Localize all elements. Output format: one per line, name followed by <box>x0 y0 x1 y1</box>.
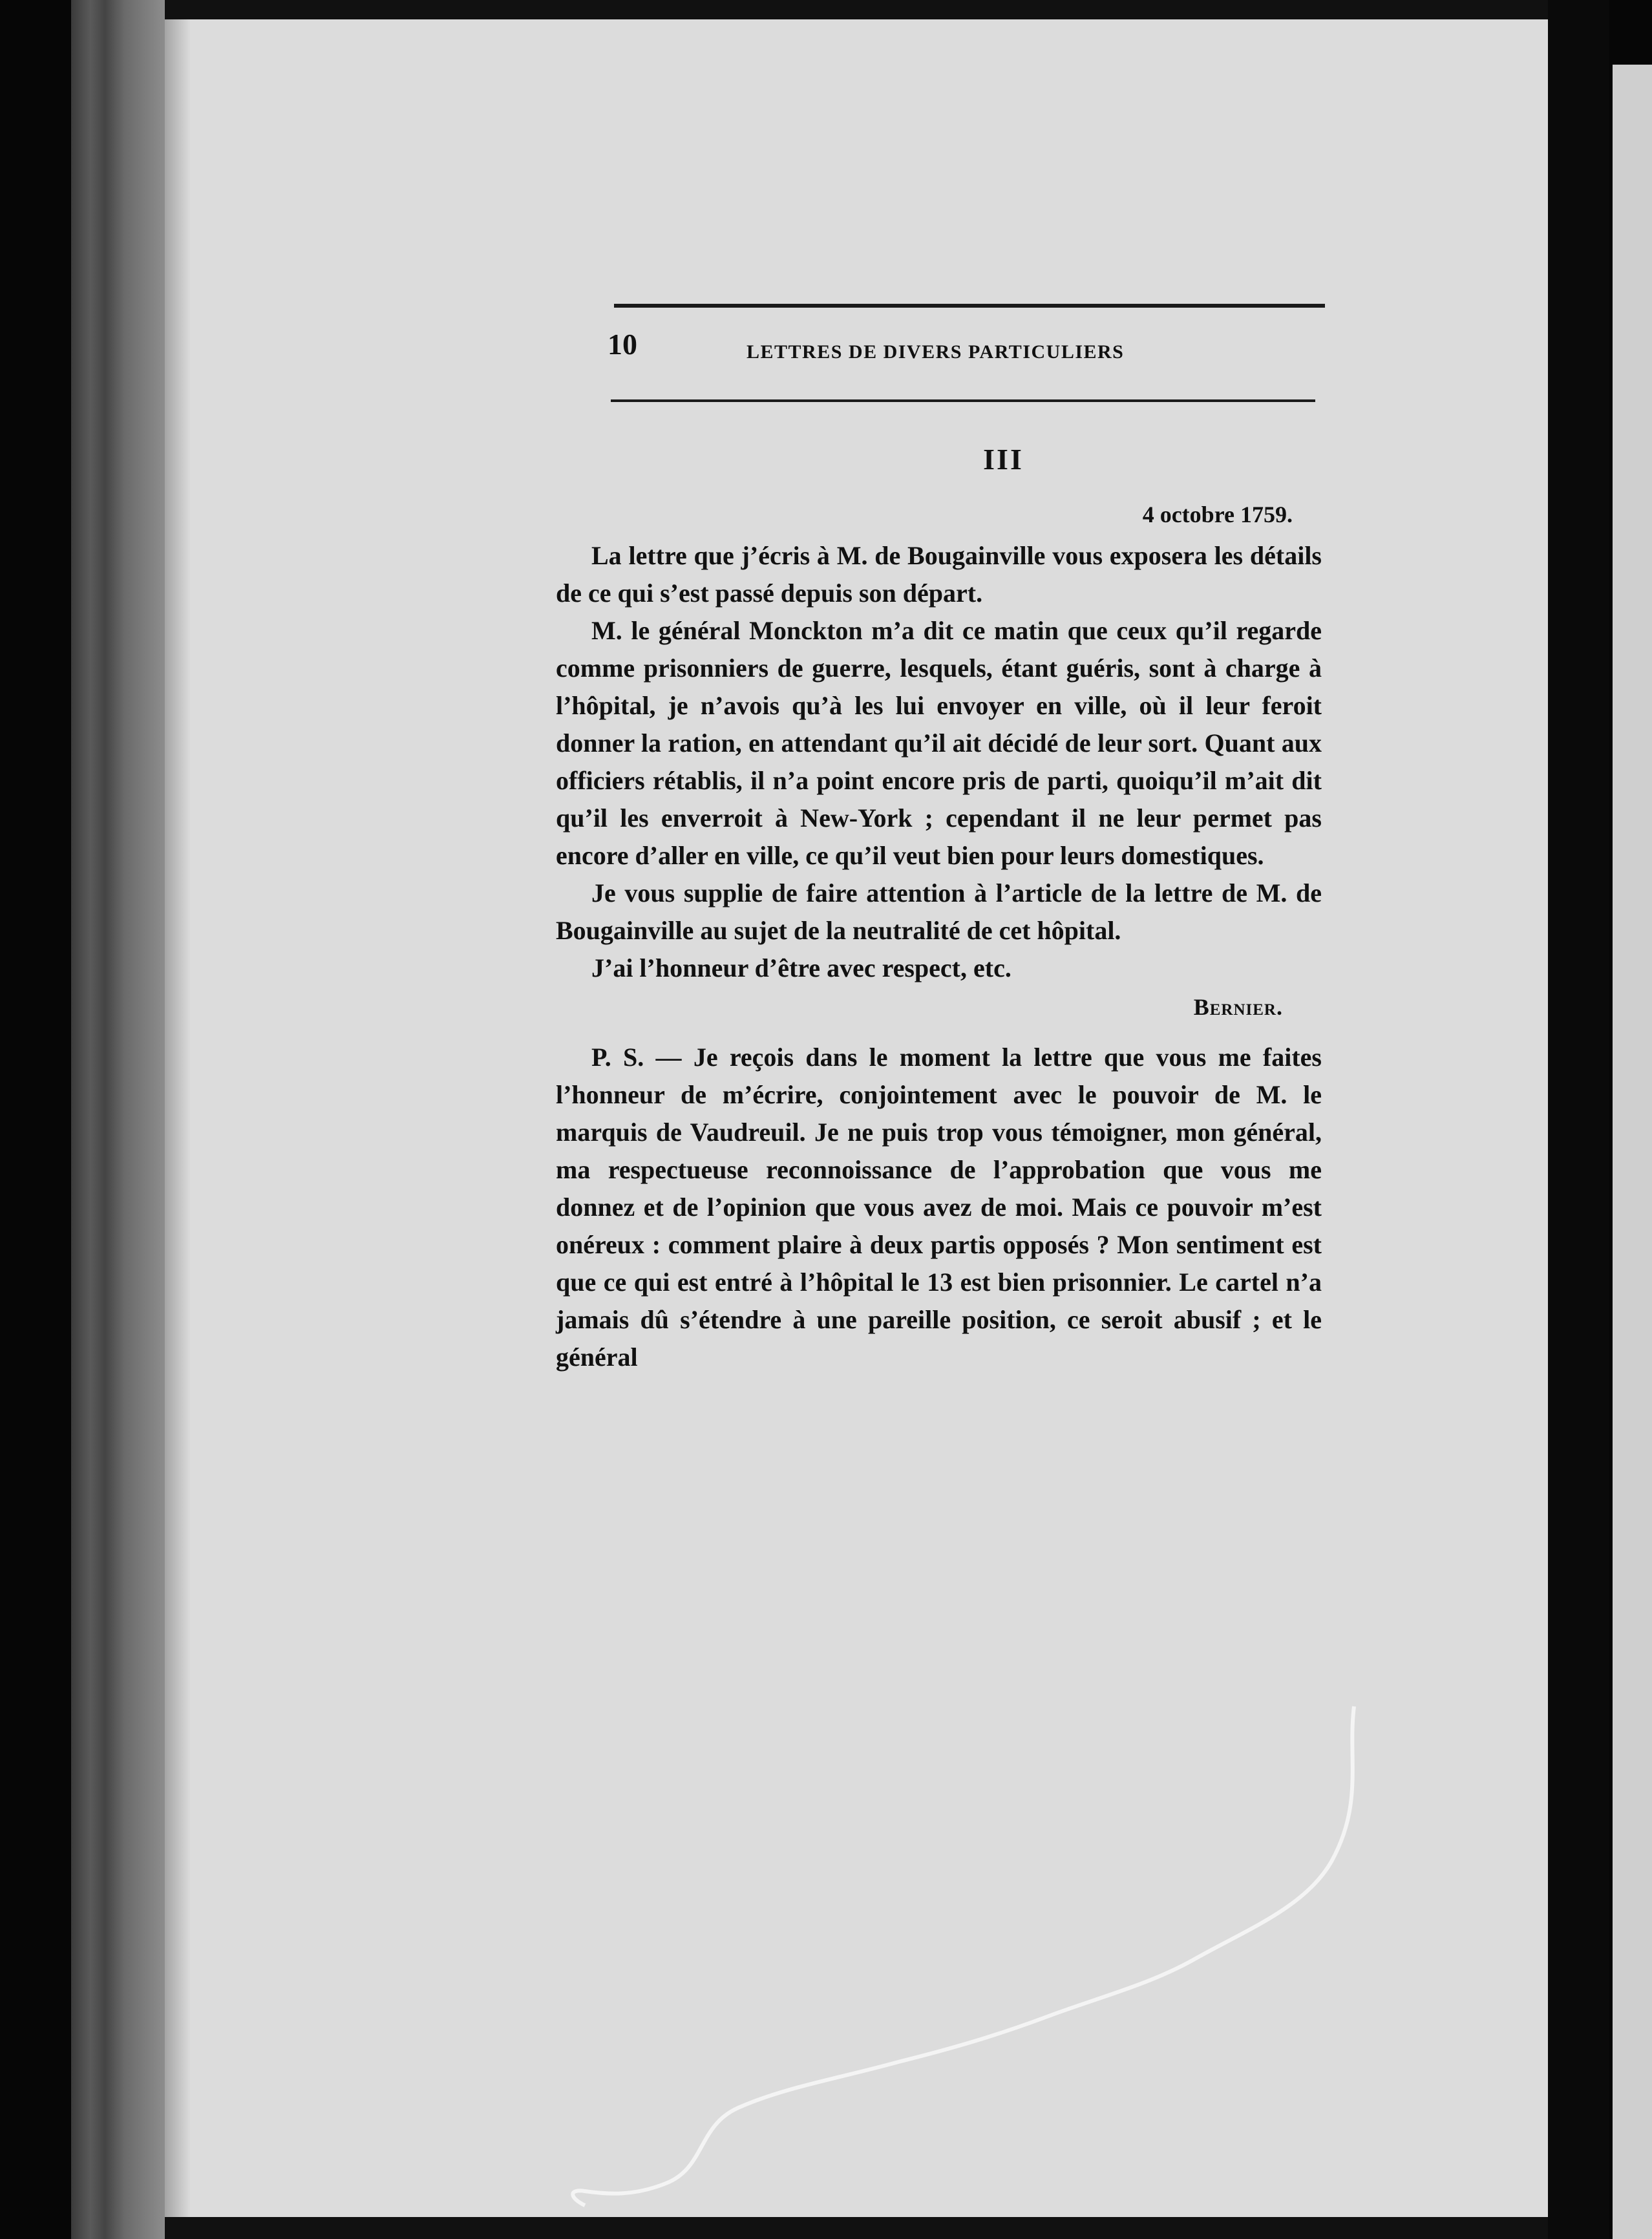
running-title: LETTRES DE DIVERS PARTICULIERS <box>747 341 1125 363</box>
letter-date: 4 octobre 1759. <box>1142 502 1293 527</box>
signature: Bernier. <box>1193 994 1283 1020</box>
closing-line: J’ai l’honneur d’être avec respect, etc. <box>591 953 1011 982</box>
postscript: P. S. — Je reçois dans le moment la lettre que vous me faites l’honneur de m’écrire, conjointement avec le pouvoir de M. le marquis de Vaudreuil. Je ne puis trop vous témoigner, mon général, ma respectueuse reconnoissance de l’approbation que vous me donnez et de l’opinion que vous avez de moi. Mais ce pouvoir m’est onéreux : comment plaire à deux partis opposés ? Mon sentiment est que ce qui est entré à l’hôpital le 13 est bien prisonnier. Le cartel n’a jamais dû s’étendre à une pareille position, ce seroit abusif ; et le général <box>556 1043 1322 1372</box>
section-number: III <box>983 443 1024 476</box>
page-number: 10 <box>608 328 637 361</box>
paragraph: M. le général Monckton m’a dit ce matin que ceux qu’il regarde comme prisonniers de guerre, lesquels, étant guéris, sont à charge à l’hôpital, je n’avois qu’à les lui envoyer en ville, où il leur feroit donner la ration, en attendant qu’il ait décidé de leur sort. Quant aux officiers rétablis, il n’a point encore pris de parti, quoiqu’il m’ait dit qu’il les enverroit à New-York ; cependant il ne leur permet pas encore d’aller en ville, ce qu’il veut bien pour leurs domestiques. <box>556 616 1322 870</box>
paragraph: Je vous supplie de faire attention à l’article de la lettre de M. de Bougainville au sujet de la neutralité de cet hôpital. <box>556 878 1322 945</box>
running-head <box>556 327 1322 375</box>
page-content <box>556 304 1322 1376</box>
paragraph: La lettre que j’écris à M. de Bougainville vous exposera les détails de ce qui s’est passé depuis son départ. <box>556 541 1322 608</box>
header-rule-top <box>614 304 1325 308</box>
header-rule-bottom <box>611 399 1315 402</box>
